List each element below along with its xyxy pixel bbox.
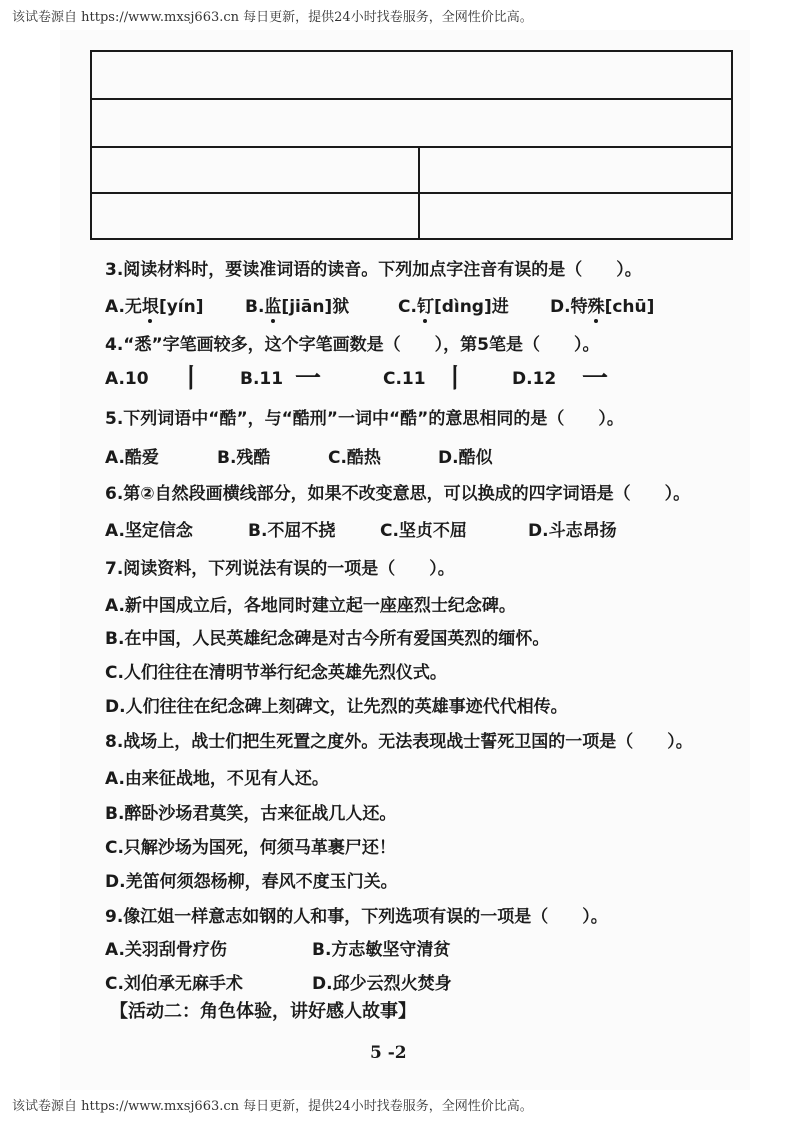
grid-line — [92, 98, 731, 100]
grid-line — [92, 192, 731, 194]
q4-option-c: C.11 — [383, 369, 426, 389]
q9-option-d: D.邱少云烈火焚身 — [312, 974, 452, 994]
stroke-glyph: 一 — [582, 364, 609, 394]
page-number: 5 -2 — [370, 1043, 407, 1063]
q5-option-b: B.残酷 — [217, 448, 271, 468]
question-5: 5.下列词语中“酷”，与“酷刑”一词中“酷”的意思相同的是（ ）。 — [105, 409, 624, 429]
question-7: 7.阅读资料，下列说法有误的一项是（ ）。 — [105, 559, 455, 579]
q3-option-c: C.钉[dìng]进 — [398, 297, 509, 317]
q8-option-c: C.只解沙场为国死，何须马革裹尸还！ — [105, 838, 396, 858]
q5-option-d: D.酷似 — [438, 448, 493, 468]
grid-divider — [418, 146, 420, 238]
q8-option-d: D.羌笛何须怨杨柳，春风不度玉门关。 — [105, 872, 398, 892]
q6-option-c: C.坚贞不屈 — [380, 521, 467, 541]
q8-option-b: B.醉卧沙场君莫笑，古来征战几人还。 — [105, 804, 397, 824]
q5-option-c: C.酷热 — [328, 448, 381, 468]
q7-option-a: A.新中国成立后，各地同时建立起一座座烈士纪念碑。 — [105, 596, 516, 616]
q8-option-a: A.由来征战地，不见有人还。 — [105, 769, 329, 789]
question-8: 8.战场上，战士们把生死置之度外。无法表现战士誓死卫国的一项是（ ）。 — [105, 732, 693, 752]
section-heading: 【活动二：角色体验，讲好感人故事】 — [110, 1001, 416, 1022]
q9-option-b: B.方志敏坚守清贫 — [312, 940, 451, 960]
q3-option-d: D.特殊[chū] — [550, 297, 655, 317]
q6-option-a: A.坚定信念 — [105, 521, 193, 541]
q6-option-b: B.不屈不挠 — [248, 521, 336, 541]
grid-line — [92, 146, 731, 148]
q9-option-c: C.刘伯承无麻手术 — [105, 974, 243, 994]
question-4: 4.“悉”字笔画较多，这个字笔画数是（ ），第5笔是（ ）。 — [105, 335, 600, 355]
question-6: 6.第②自然段画横线部分，如果不改变意思，可以换成的四字词语是（ ）。 — [105, 484, 691, 504]
answer-grid — [90, 50, 733, 240]
q5-option-a: A.酷爱 — [105, 448, 159, 468]
q7-option-d: D.人们往往在纪念碑上刻碑文，让先烈的英雄事迹代代相传。 — [105, 697, 568, 717]
q6-option-d: D.斗志昂扬 — [528, 521, 617, 541]
q7-option-b: B.在中国，人民英雄纪念碑是对古今所有爱国英烈的缅怀。 — [105, 629, 550, 649]
q3-option-b: B.监[jiān]狱 — [245, 297, 350, 317]
q4-option-d: D.12 — [512, 369, 557, 389]
question-9: 9.像江姐一样意志如钢的人和事，下列选项有误的一项是（ ）。 — [105, 907, 608, 927]
q9-option-a: A.关羽刮骨疗伤 — [105, 940, 227, 960]
stroke-glyph: 丨 — [178, 364, 205, 394]
q3-option-a: A.无垠[yín] — [105, 297, 204, 317]
q4-option-b: B.11 — [240, 369, 284, 389]
bottom-watermark: 该试卷源自 https://www.mxsj663.cn 每日更新，提供24小时找卷服务，全网性价比高。 — [12, 1099, 533, 1114]
stroke-glyph: 丨 — [442, 364, 469, 394]
q7-option-c: C.人们往往在清明节举行纪念英雄先烈仪式。 — [105, 663, 447, 683]
q4-option-a: A.10 — [105, 369, 149, 389]
question-3: 3.阅读材料时，要读准词语的读音。下列加点字注音有误的是（ ）。 — [105, 260, 642, 280]
stroke-glyph: 一 — [295, 364, 322, 394]
top-watermark: 该试卷源自 https://www.mxsj663.cn 每日更新，提供24小时找卷服务，全网性价比高。 — [12, 10, 533, 25]
